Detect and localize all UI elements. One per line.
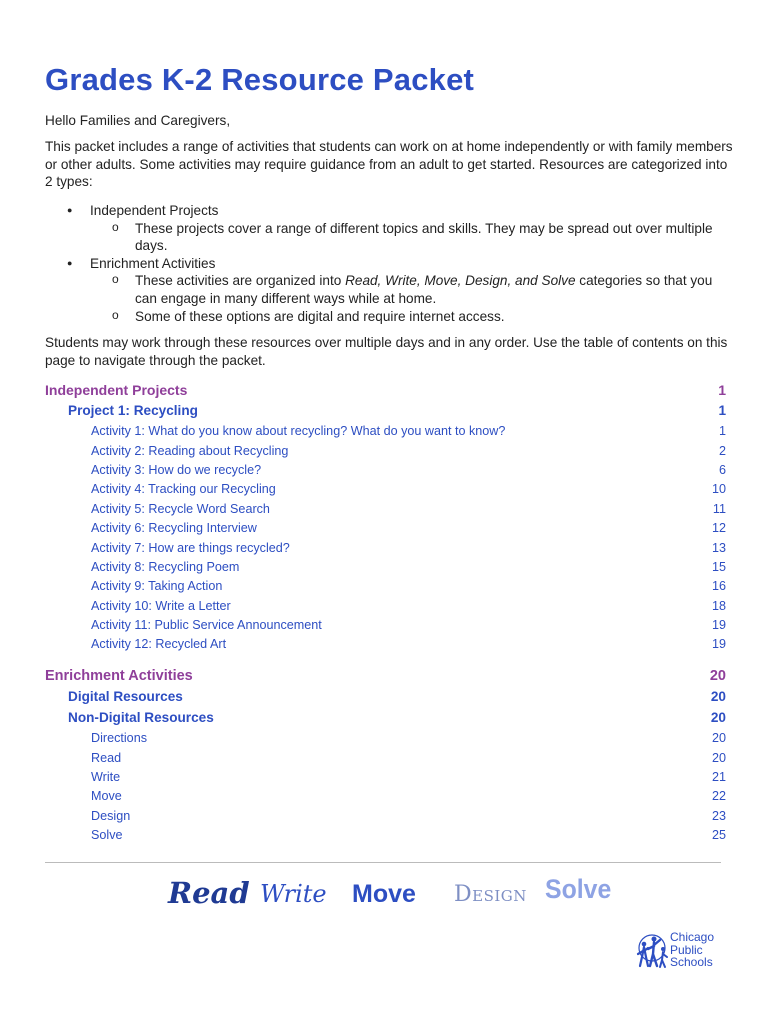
greeting-text: Hello Families and Caregivers, <box>45 113 231 128</box>
toc-entry-write[interactable] <box>45 770 726 789</box>
toc-entry-title: Activity 6: Recycling Interview <box>91 521 257 536</box>
toc-entry-title: Move <box>91 789 122 804</box>
toc-entry-title: Non-Digital Resources <box>68 710 214 726</box>
toc-entry-activity[interactable] <box>45 599 726 618</box>
toc-entry-title: Activity 3: How do we recycle? <box>91 462 262 477</box>
toc-entry-activity[interactable] <box>45 521 726 540</box>
toc-entry-activity[interactable] <box>45 637 726 656</box>
toc-entry-activity[interactable] <box>45 560 726 579</box>
toc-entry-title: Activity 7: How are things recycled? <box>91 540 290 555</box>
table-of-contents <box>45 382 726 848</box>
cps-figures-icon <box>634 930 670 970</box>
toc-entry-title: Project 1: Recycling <box>68 403 198 418</box>
toc-entry-page: 1 <box>718 382 726 398</box>
toc-activity-list <box>45 424 726 657</box>
bullet-independent-projects: ● Independent Projects <box>45 202 735 220</box>
toc-entry-read[interactable] <box>45 751 726 770</box>
toc-entry-page: 20 <box>710 710 726 726</box>
toc-entry-page: 2 <box>718 443 726 458</box>
toc-entry-title: Activity 1: What do you know about recycling? What do you want to know? <box>91 424 506 439</box>
toc-entry-page: 11 <box>712 501 726 516</box>
toc-entry-non-digital-resources[interactable] <box>45 710 726 731</box>
toc-entry-project-1[interactable] <box>45 403 726 424</box>
solve-wordmark: Solve <box>545 874 612 904</box>
bullet-enrichment-activities: ● Enrichment Activities <box>45 255 735 273</box>
toc-entry-page: 20 <box>709 667 726 684</box>
toc-entry-activity[interactable] <box>45 541 726 560</box>
toc-entry-page: 19 <box>711 618 726 633</box>
toc-section-gap <box>45 657 726 668</box>
toc-entry-title: Read <box>91 750 122 765</box>
toc-entry-title: Activity 8: Recycling Poem <box>91 559 240 574</box>
toc-entry-independent-projects[interactable] <box>45 382 726 403</box>
toc-entry-activity[interactable] <box>45 618 726 637</box>
category-wordmarks <box>168 872 628 916</box>
toc-entry-directions[interactable] <box>45 731 726 750</box>
toc-entry-design[interactable] <box>45 809 726 828</box>
toc-entry-title: Enrichment Activities <box>45 667 193 684</box>
toc-entry-page: 20 <box>711 731 726 746</box>
toc-entry-page: 22 <box>711 789 726 804</box>
logo-line-3: Schools <box>670 955 713 969</box>
toc-entry-activity[interactable] <box>45 444 726 463</box>
toc-entry-page: 19 <box>711 637 726 652</box>
read-wordmark: Read <box>168 876 250 910</box>
toc-entry-title: Activity 12: Recycled Art <box>91 637 227 652</box>
toc-entry-title: Independent Projects <box>45 382 188 398</box>
toc-entry-title: Digital Resources <box>68 688 183 704</box>
sub-bullet-enrichment-categories <box>45 272 735 307</box>
toc-entry-title: Activity 10: Write a Letter <box>91 598 231 613</box>
toc-entry-title: Activity 4: Tracking our Recycling <box>91 482 276 497</box>
footer-divider <box>45 862 721 863</box>
toc-entry-page: 13 <box>711 540 726 555</box>
sub-bullet-digital-note: o Some of these options are digital and require internet access. <box>45 308 735 326</box>
write-wordmark: Write <box>260 880 327 908</box>
toc-entry-title: Design <box>91 808 131 823</box>
toc-entry-title: Directions <box>91 731 147 746</box>
toc-entry-activity[interactable] <box>45 579 726 598</box>
toc-entry-activity[interactable] <box>45 502 726 521</box>
toc-entry-page: 1 <box>718 403 726 418</box>
closing-paragraph: Students may work through these resources over multiple days and in any order. Use the table of contents on this page to navigate through the packet. <box>45 335 728 368</box>
enrichment-categories-list: Read, Write, Move, Design, and Solve <box>345 273 576 289</box>
intro-paragraph: This packet includes a range of activities that students can work on at home independently or with family members or other adults. Some activities may require guidance from an adult to get started. Resources are categorized into 2 types: <box>45 139 733 190</box>
resource-type-list <box>45 202 735 325</box>
toc-entry-enrichment-activities[interactable] <box>45 668 726 689</box>
toc-entry-page: 1 <box>718 424 726 439</box>
toc-entry-page: 15 <box>711 559 726 574</box>
toc-entry-digital-resources[interactable] <box>45 689 726 710</box>
logo-line-2: Public <box>670 942 703 957</box>
enrichment-categories-pre: These activities are organized into <box>135 273 346 289</box>
toc-entry-activity[interactable] <box>45 482 726 501</box>
toc-entry-page: 20 <box>710 688 726 704</box>
toc-entry-title: Write <box>91 770 121 785</box>
design-wordmark: Design <box>454 882 527 907</box>
toc-entry-move[interactable] <box>45 789 726 808</box>
enrichment-categories-post: categories so that you can engage in many different ways while at home. <box>135 273 713 306</box>
page-title: Grades K-2 Resource Packet <box>45 62 475 97</box>
move-wordmark: Move <box>352 880 416 908</box>
cps-logo <box>634 928 734 972</box>
toc-entry-page: 6 <box>718 462 726 477</box>
cps-logo-text <box>670 931 714 969</box>
toc-entry-title: Activity 5: Recycle Word Search <box>91 501 270 516</box>
toc-entry-page: 21 <box>711 770 726 785</box>
toc-entry-page: 12 <box>711 521 726 536</box>
toc-entry-page: 18 <box>711 598 726 613</box>
toc-entry-solve[interactable] <box>45 828 726 847</box>
toc-non-digital-list <box>45 731 726 847</box>
toc-entry-title: Activity 9: Taking Action <box>91 579 223 594</box>
toc-entry-title: Activity 2: Reading about Recycling <box>91 443 289 458</box>
toc-entry-title: Solve <box>91 828 123 843</box>
toc-entry-page: 23 <box>711 808 726 823</box>
toc-entry-activity[interactable] <box>45 463 726 482</box>
toc-entry-page: 20 <box>711 750 726 765</box>
toc-entry-page: 10 <box>711 482 726 497</box>
logo-line-1: Chicago <box>670 930 715 944</box>
toc-entry-activity[interactable] <box>45 424 726 443</box>
toc-entry-page: 25 <box>711 828 726 843</box>
toc-entry-title: Activity 11: Public Service Announcement <box>91 618 322 633</box>
toc-entry-page: 16 <box>711 579 726 594</box>
sub-bullet-independent-description: o These projects cover a range of different topics and skills. They may be spread out over multiple days. <box>45 220 735 255</box>
